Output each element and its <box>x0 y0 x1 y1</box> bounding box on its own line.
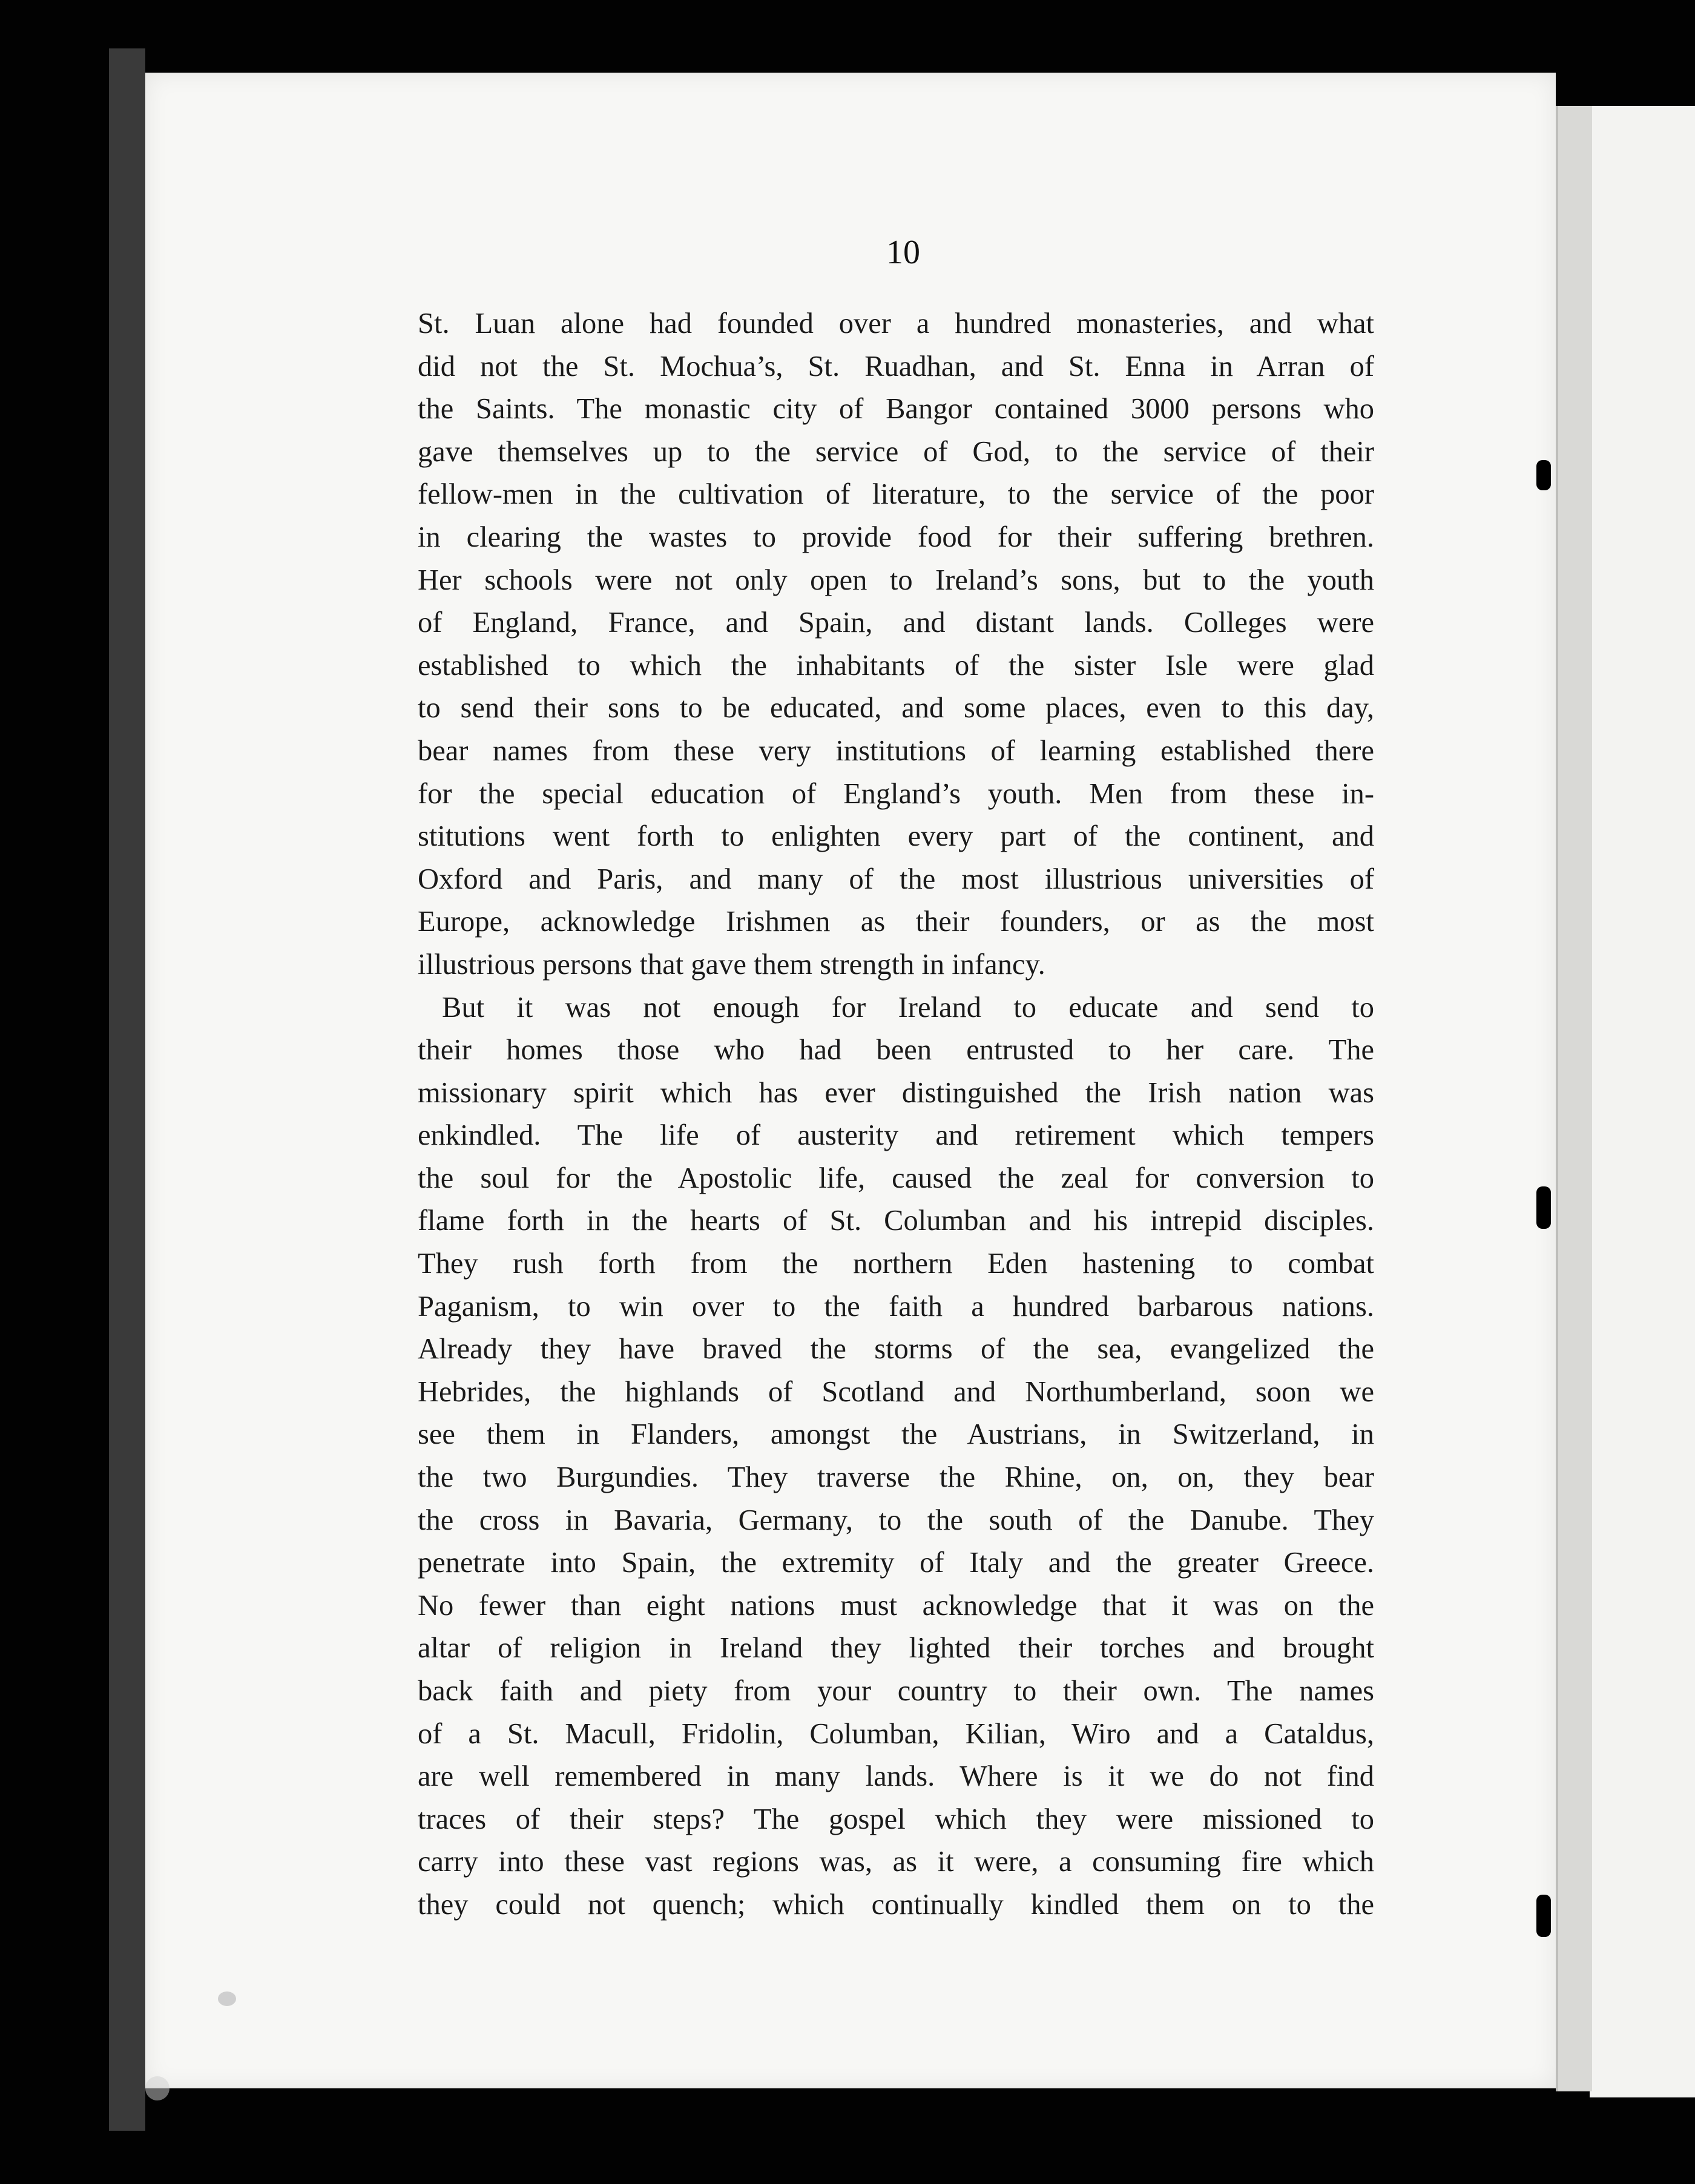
text-line: did not the St. Mochua’s, St. Ruadhan, and St. Enna in Arran of <box>418 350 1374 383</box>
text-line: the Saints. The monastic city of Bangor contained 3000 persons who <box>418 393 1374 426</box>
body-text <box>418 303 1374 1927</box>
text-line: to send their sons to be educated, and some places, even to this day, <box>418 692 1374 725</box>
text-line: in clearing the wastes to provide food for their suffering brethren. <box>418 521 1374 553</box>
text-line: established to which the inhabitants of the sister Isle were glad <box>418 649 1374 682</box>
text-line: penetrate into Spain, the extremity of Italy and the greater Greece. <box>418 1547 1374 1579</box>
text-line: Europe, acknowledge Irishmen as their founders, or as the most <box>418 906 1374 938</box>
page-number <box>0 233 1695 272</box>
text-line: St. Luan alone had founded over a hundred monasteries, and what <box>418 308 1374 340</box>
scan-dust <box>218 1992 236 2006</box>
page-number-text: 10 <box>886 234 920 271</box>
text-line: altar of religion in Ireland they lighted their torches and brought <box>418 1632 1374 1665</box>
text-line: Already they have braved the storms of the sea, evangelized the <box>418 1333 1374 1366</box>
text-line: the two Burgundies. They traverse the Rhine, on, on, they bear <box>418 1461 1374 1494</box>
binding-mark-3 <box>1536 1895 1551 1937</box>
page-gutter <box>1556 106 1592 2091</box>
scan-left-shadow <box>109 48 145 2131</box>
text-line: flame forth in the hearts of St. Columban and his intrepid disciples. <box>418 1205 1374 1237</box>
text-line: back faith and piety from your country to their own. The names <box>418 1675 1374 1707</box>
text-line: No fewer than eight nations must acknowledge that it was on the <box>418 1589 1374 1622</box>
scan-dust <box>145 2076 170 2100</box>
text-line: are well remembered in many lands. Where is it we do not find <box>418 1760 1374 1793</box>
binding-mark-1 <box>1536 460 1551 490</box>
text-line: see them in Flanders, amongst the Austrians, in Switzerland, in <box>418 1418 1374 1451</box>
text-line: their homes those who had been entrusted to her care. The <box>418 1034 1374 1067</box>
text-line: But it was not enough for Ireland to educate and send to <box>442 991 1374 1024</box>
text-line: of England, France, and Spain, and distant lands. Colleges were <box>418 607 1374 639</box>
facing-page-edge <box>1590 106 1695 2097</box>
text-line: for the special education of England’s youth. Men from these in- <box>418 777 1374 810</box>
text-line: of a St. Macull, Fridolin, Columban, Kilian, Wiro and a Cataldus, <box>418 1717 1374 1750</box>
text-line: Hebrides, the highlands of Scotland and Northumberland, soon we <box>418 1375 1374 1408</box>
text-line: carry into these vast regions was, as it were, a consuming fire which <box>418 1846 1374 1878</box>
text-line: traces of their steps? The gospel which they were missioned to <box>418 1803 1374 1835</box>
text-line: the cross in Bavaria, Germany, to the south of the Danube. They <box>418 1504 1374 1536</box>
text-line: fellow-men in the cultivation of literature, to the service of the poor <box>418 478 1374 511</box>
text-line: They rush forth from the northern Eden hastening to combat <box>418 1248 1374 1280</box>
text-line: Oxford and Paris, and many of the most illustrious universities of <box>418 863 1374 895</box>
text-line: gave themselves up to the service of God, to the service of their <box>418 435 1374 468</box>
binding-mark-2 <box>1536 1186 1551 1229</box>
text-line: missionary spirit which has ever distinguished the Irish nation was <box>418 1076 1374 1109</box>
text-line: illustrious persons that gave them strength in infancy. <box>418 948 1045 981</box>
text-line: bear names from these very institutions of learning established there <box>418 734 1374 767</box>
text-line: enkindled. The life of austerity and retirement which tempers <box>418 1119 1374 1152</box>
text-line: the soul for the Apostolic life, caused the zeal for conversion to <box>418 1162 1374 1194</box>
text-line: they could not quench; which continually kindled them on to the <box>418 1888 1374 1921</box>
text-line: stitutions went forth to enlighten every part of the continent, and <box>418 820 1374 853</box>
text-line: Paganism, to win over to the faith a hundred barbarous nations. <box>418 1290 1374 1323</box>
text-line: Her schools were not only open to Ireland’s sons, but to the youth <box>418 564 1374 596</box>
